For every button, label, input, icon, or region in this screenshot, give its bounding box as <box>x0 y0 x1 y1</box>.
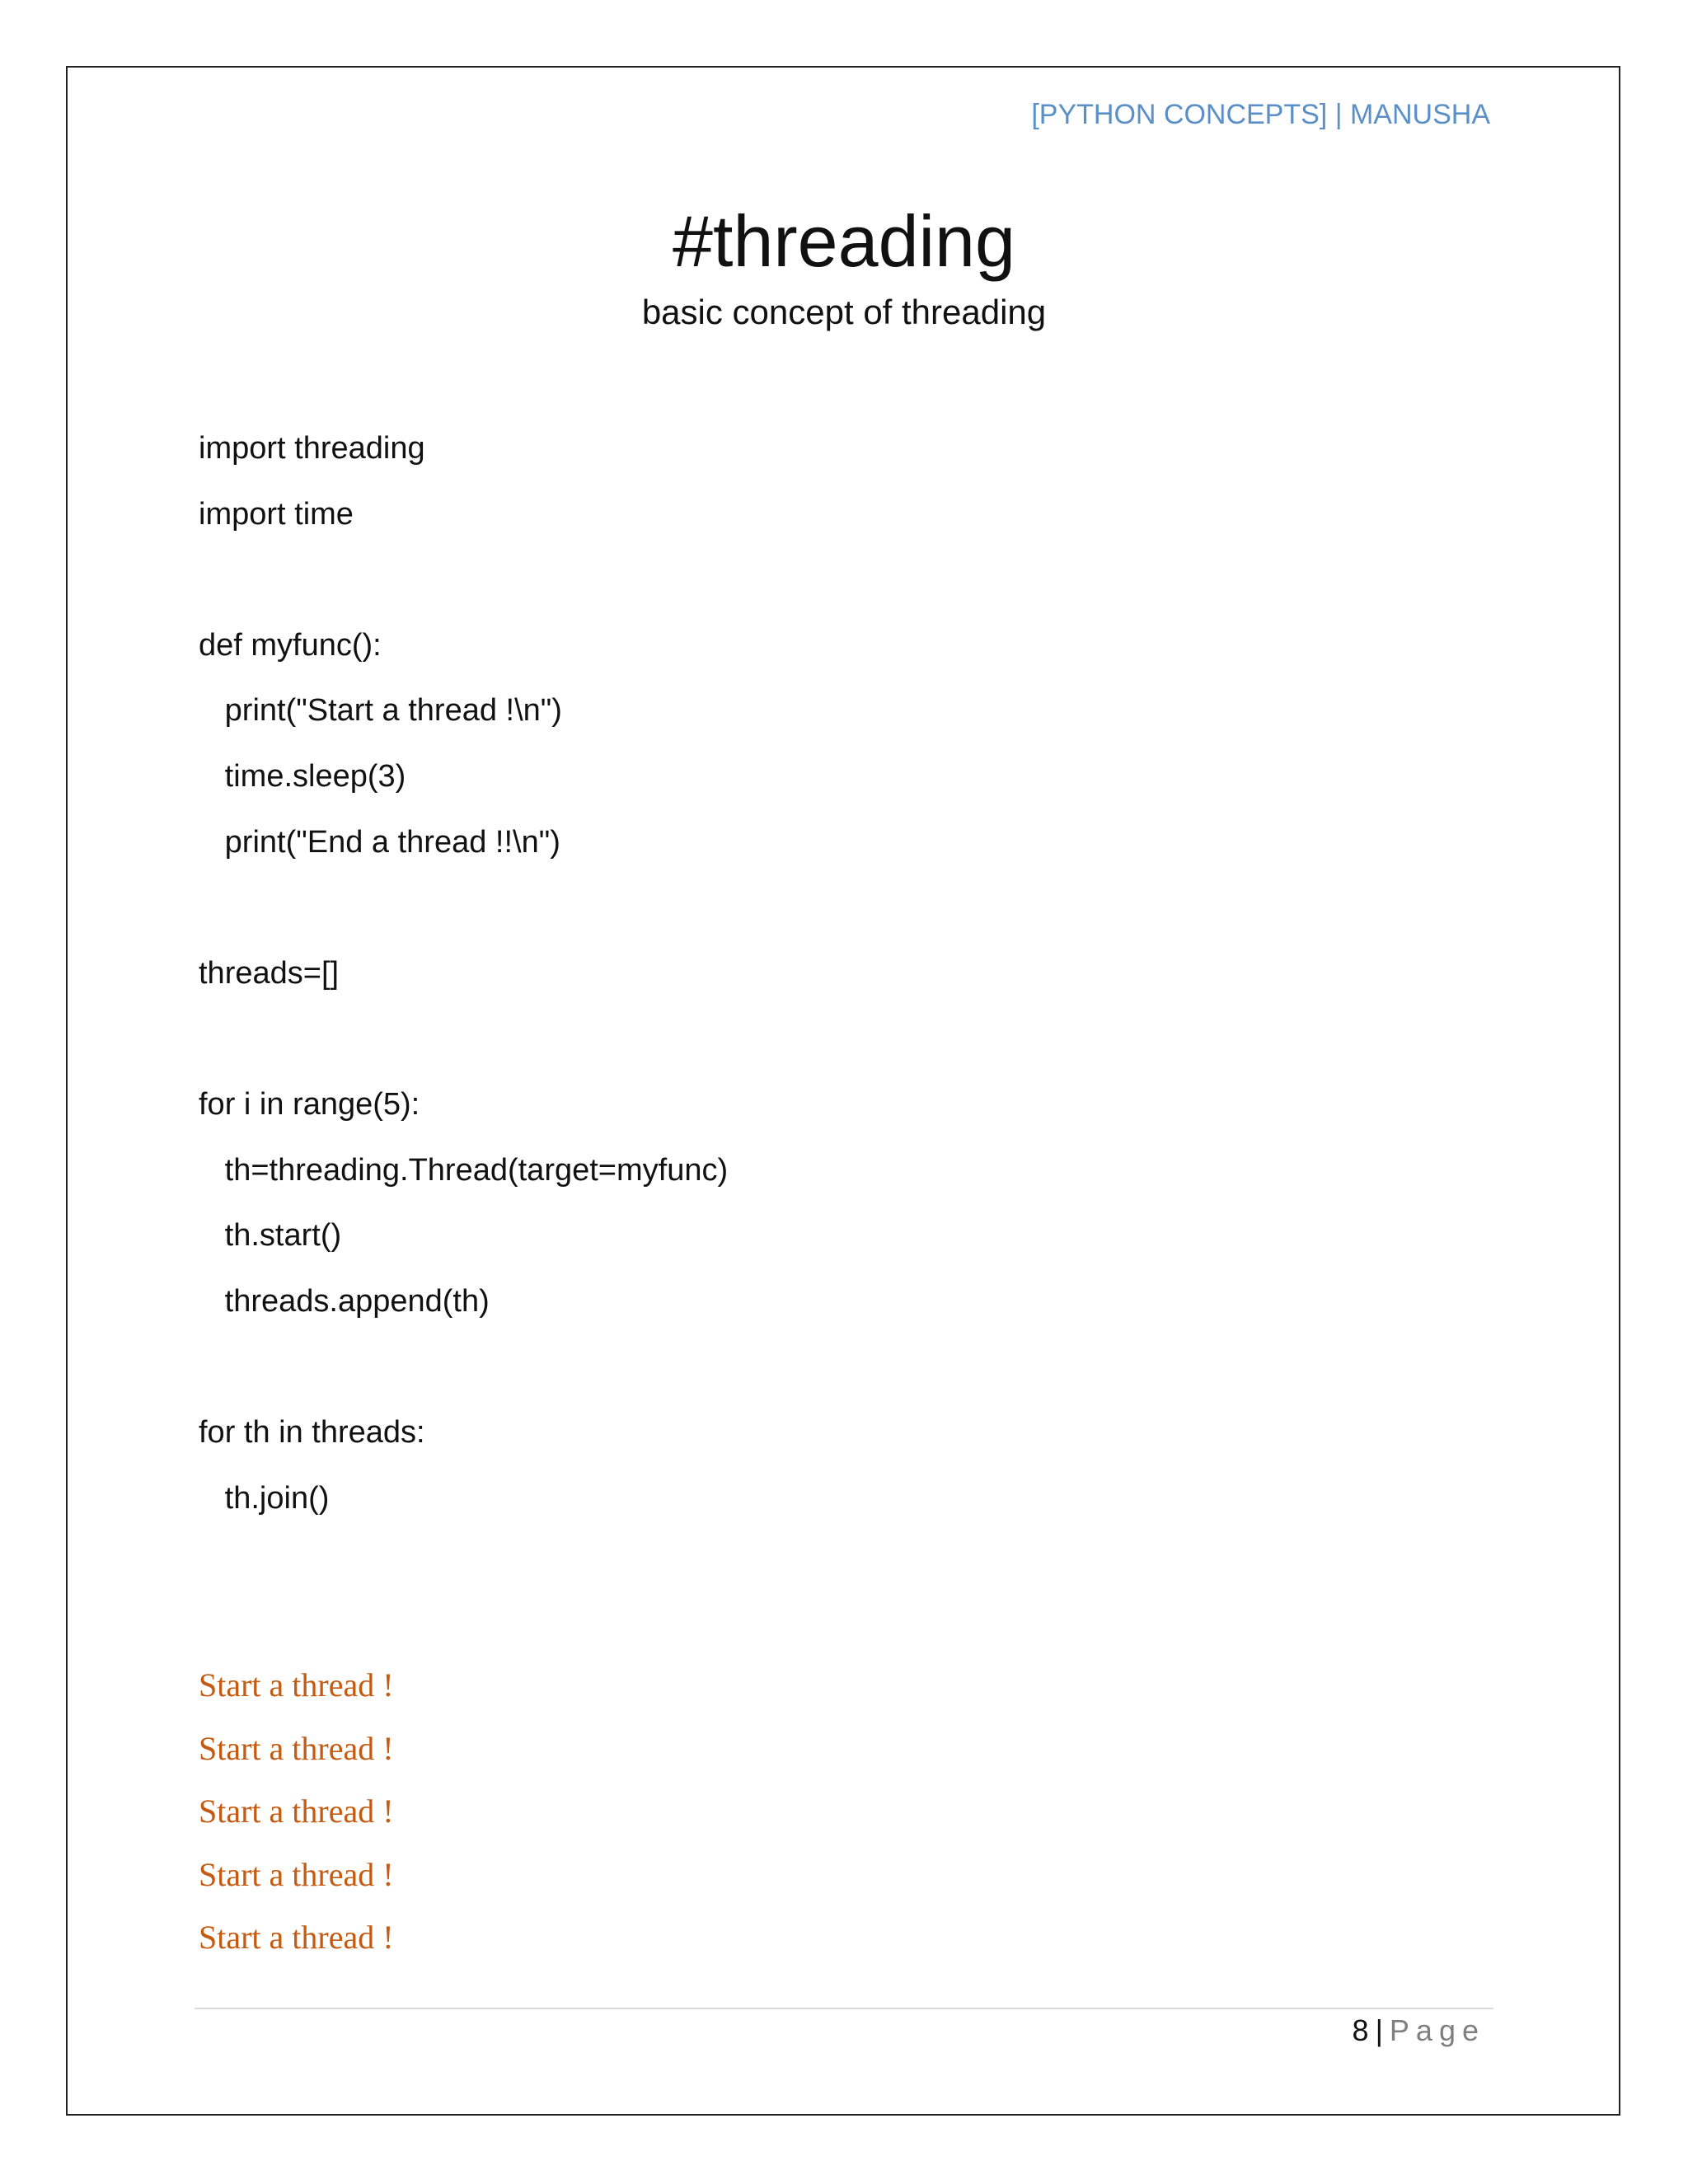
output-line: Start a thread ! <box>199 1919 394 1956</box>
code-line: threads=[] <box>199 955 340 991</box>
page-header: [PYTHON CONCEPTS] | MANUSHA <box>1031 99 1490 130</box>
output-line: Start a thread ! <box>199 1855 394 1893</box>
code-line <box>199 551 728 617</box>
code-line: import threading <box>199 431 425 466</box>
page-label: Page <box>1389 2013 1485 2047</box>
code-line: th.start() <box>199 1218 342 1254</box>
code-line: th=threading.Thread(target=myfunc) <box>199 1152 729 1188</box>
code-line: threads.append(th) <box>199 1283 490 1319</box>
page-subtitle: basic concept of threading <box>641 293 1047 331</box>
code-line: th.join() <box>199 1480 330 1516</box>
code-line <box>199 1010 728 1076</box>
output-line: Start a thread ! <box>199 1729 394 1767</box>
page-number: 8 <box>1352 2013 1369 2047</box>
code-line: print("End a thread !!\n") <box>199 824 560 860</box>
code-line: time.sleep(3) <box>199 758 406 794</box>
code-line: def myfunc(): <box>199 627 382 663</box>
program-output <box>199 1654 394 1970</box>
output-line: Start a thread ! <box>199 1793 394 1830</box>
code-line: import time <box>199 496 354 532</box>
code-line: for th in threads: <box>199 1414 425 1450</box>
code-line <box>199 879 728 945</box>
page-footer <box>1353 2013 1485 2048</box>
code-block <box>199 420 728 1535</box>
code-line: print("Start a thread !\n") <box>199 693 562 729</box>
code-line <box>199 1338 728 1404</box>
footer-divider <box>195 2008 1493 2009</box>
page-title: #threading <box>673 200 1015 282</box>
output-line: Start a thread ! <box>199 1666 394 1704</box>
code-line: for i in range(5): <box>199 1086 420 1122</box>
footer-separator: | <box>1375 2013 1383 2047</box>
